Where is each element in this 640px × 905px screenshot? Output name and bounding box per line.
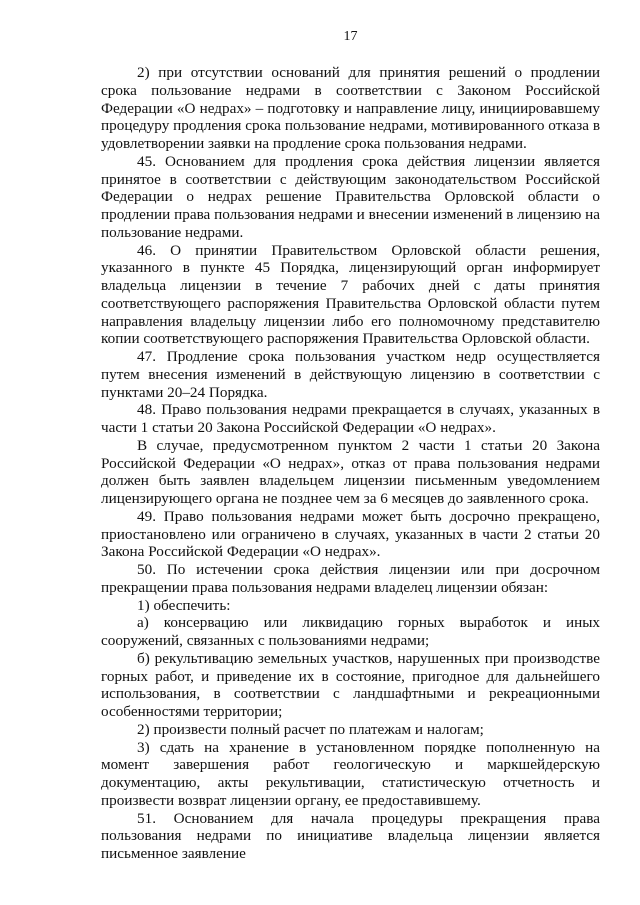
paragraph-50: 50. По истечении срока действия лицензии или при досрочном прекращении права пользования недрами владелец лицензии обязан: xyxy=(101,561,600,596)
paragraph-48-refusal: В случае, предусмотренном пунктом 2 части 1 статьи 20 Закона Российской Федерации «О недрах», отказ от права пользования недрами должен быть заявлен владельцем лицензии письменным уведомлением лицензирующего органа не позднее чем за 6 месяцев до заявленного срока. xyxy=(101,436,600,507)
page-number: 17 xyxy=(343,29,358,44)
paragraph-47: 47. Продление срока пользования участком недр осуществляется путем внесения изменений в действующую лицензию в соответствии с пунктами 20–24 Порядка. xyxy=(101,348,600,401)
paragraph-50-1a: а) консервацию или ликвидацию горных выработок и иных сооружений, связанных с пользованиями недрами; xyxy=(101,614,600,649)
paragraph-48: 48. Право пользования недрами прекращается в случаях, указанных в части 1 статьи 20 Закона Российской Федерации «О недрах». xyxy=(101,401,600,436)
paragraph-46: 46. О принятии Правительством Орловской области решения, указанного в пункте 45 Порядка, лицензирующий орган информирует владельца лицензии в течение 7 рабочих дней с даты принятия соответствующего распоряжения Правительства Орловской области путем направления владельцу лицензии либо его полномочному представителю копии соответствующего распоряжения Правительства Орловской области. xyxy=(101,241,600,348)
paragraph-44-2: 2) при отсутствии оснований для принятия решений о продлении срока пользование недрами в соответствии с Законом Российской Федерации «О недрах» – подготовку и направление лицу, инициировавшему процедуру продления срока пользование недрами, мотивированного отказа в удовлетворении заявки на продление срока пользования недрами. xyxy=(101,64,600,152)
paragraph-50-1: 1) обеспечить: xyxy=(137,596,231,614)
paragraph-49: 49. Право пользования недрами может быть досрочно прекращено, приостановлено или ограничено в случаях, указанных в части 2 статьи 20 Закона Российской Федерации «О недрах». xyxy=(101,507,600,561)
paragraph-51: 51. Основанием для начала процедуры прекращения права пользования недрами по инициативе владельца лицензии является письменное заявление xyxy=(101,809,600,862)
paragraph-50-3: 3) сдать на хранение в установленном порядке пополненную на момент завершения работ геологическую и маркшейдерскую документацию, акты рекультивации, статистическую отчетность и произвести возврат лицензии органу, ее предоставившему. xyxy=(101,738,600,809)
paragraph-50-1b: б) рекультивацию земельных участков, нарушенных при производстве горных работ, и приведение их в состояние, пригодное для дальнейшего использования, в соответствии с ландшафтными и рекреационными особенностями территории; xyxy=(101,649,600,720)
paragraph-50-2: 2) произвести полный расчет по платежам и налогам; xyxy=(137,720,484,738)
paragraph-45: 45. Основанием для продления срока действия лицензии является принятое в соответствии с действующим законодательством Российской Федерации о недрах решение Правительства Орловской области о продлении права пользования недрами и внесении изменений в лицензию на пользование недрами. xyxy=(101,152,600,241)
